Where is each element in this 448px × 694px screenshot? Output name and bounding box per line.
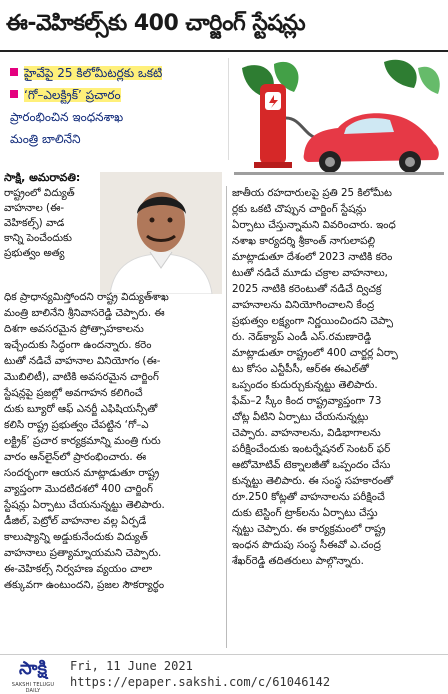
left-text-line: మంత్రి బాలినేని శ్రీనివాసరెడ్డి చెప్పారు. ఈ xyxy=(4,307,165,319)
left-text-line: వెహికల్స్‌) వాడ xyxy=(4,217,65,229)
subheads-box xyxy=(4,58,229,160)
right-text-line: మాట్లాడుతూ దేశంలో 2023 నాటికి కరెం xyxy=(232,251,393,263)
ev-charging-svg xyxy=(234,58,444,182)
left-text-line: స్టేషన్లపై ప్రజల్లో అవగాహన కలిగించే xyxy=(4,387,143,399)
right-text-line: చోట్ల వీటిని ఏర్పాటు చేయనున్నట్లు xyxy=(232,411,369,423)
right-text-line: న్నట్టు చెప్పారు. ఈ కార్యక్రమంలో రాష్ట్ర xyxy=(232,523,386,535)
left-text-line: మొబిలిటీ), వాటికి అవసరమైన చార్జింగ్ xyxy=(4,371,159,383)
left-text-line: కలిసి రాష్ట్ర ప్రభుత్వం చేపట్టిన ‘గో–ఎ xyxy=(4,419,149,431)
left-text-line: కాన్ని పెంచేందుకు xyxy=(4,232,72,244)
right-text-line: కున్నట్టు తెలిపారు. ఈ సంస్థ సహకారంతో xyxy=(232,475,394,487)
byline: సాక్షి, అమరావతి: xyxy=(4,171,81,184)
right-text-line: నశాఖ కార్యదర్శి శ్రీకాంత్ నాగులాపల్లి xyxy=(232,235,376,247)
right-text-line: టు కోసం ఎన్టీపీసీ, ఆర్‌ఈ ఈఎల్‌తో xyxy=(232,363,369,375)
ground-line xyxy=(234,172,444,175)
epaper-link[interactable]: https://epaper.sakshi.com/c/61046142 xyxy=(70,675,331,689)
right-text-line: ప్రభుత్వం లక్ష్యంగా నిర్ణయించిందని చెప్పా xyxy=(232,315,394,327)
right-text-line: ఆటోమోటివ్ టెక్నాలజీతో ఒప్పందం చేసు xyxy=(232,459,391,471)
right-text-line: పరీక్షించేందుకు ఇంటర్నేషనల్ సెంటర్ ఫర్ xyxy=(232,443,391,455)
right-text-line: టుతో నడిచే మూడు చక్రాల వాహనాలు, xyxy=(232,267,388,279)
right-text-line: ఏర్పాటు చేస్తున్నామని వివరించారు. ఇంధ xyxy=(232,219,396,231)
left-text-line: ఇచ్చేందుకు సిద్ధంగా ఉందన్నారు. కరెం xyxy=(4,339,152,351)
subhead-line-3: ప్రారంభించిన ఇంధనశాఖ xyxy=(10,110,124,124)
right-text-line: మాట్లాడుతూ రాష్ట్రంలో 400 చార్జర్ల ఏర్పా xyxy=(232,347,398,359)
left-text-line: వారం ఆన్‌లైన్‌లో ప్రారంభించారు. ఈ xyxy=(4,451,147,463)
left-text-line: వాహనాలు ప్రత్యామ్నాయమని చెప్పారు. xyxy=(4,547,162,559)
left-text-line: లక్ట్రిక్’ ప్రచార కార్యక్రమాన్ని మంత్రి గురు xyxy=(4,435,161,447)
bullet-icon xyxy=(10,90,18,98)
left-text-line: దిశగా అవసరమైన ప్రోత్సాహకాలను xyxy=(4,323,144,335)
portrait-svg xyxy=(100,172,222,294)
subhead-line-4: మంత్రి బాలినేని xyxy=(10,132,81,146)
subhead-line-2 xyxy=(10,86,121,104)
subhead-1-text: హైవేపై 25 కిలోమీటర్లకు ఒకటి xyxy=(24,66,163,80)
edition-date: Fri, 11 June 2021 xyxy=(70,659,193,673)
right-text-line: దుకు టెస్టింగ్ ట్రాక్‌లను ఏర్పాటు చేస్తు xyxy=(232,507,378,519)
left-text-line: డీజిల్, పెట్రోల్ వాహనాల వల్ల ఏర్పడే xyxy=(4,515,147,527)
left-text-line: వ్యాప్తంగా మొదటిదశలో 400 చార్జింగ్ xyxy=(4,483,153,495)
logo-text: సాక్షి xyxy=(19,658,47,679)
right-text-line: ఒప్పందం కుదుర్చుకున్నట్టు తెలిపారు. xyxy=(232,379,378,391)
column-divider xyxy=(226,186,227,648)
right-text-line: వాహనాలను వినియోగించాలని కేంద్ర xyxy=(232,299,375,311)
headline: ఈ-వెహికల్స్‌కు 400 చార్జింగ్ స్టేషన్లు xyxy=(6,11,306,36)
left-text-line: టుతో నడిచే వాహనాల వినియోగం (ఈ- xyxy=(4,355,161,367)
ev-charging-illustration xyxy=(234,58,444,182)
logo-subtext: SAKSHI TELUGU DAILY xyxy=(11,682,55,694)
left-text-line: ధిక ప్రాధాన్యమిస్తోందని రాష్ట్ర విద్యుత్‌శాఖ xyxy=(4,291,169,303)
sakshi-logo xyxy=(4,657,62,694)
left-text-line: సందర్భంగా ఆయన మాట్లాడుతూ రాష్ట్ర xyxy=(4,467,160,479)
right-text-line: రూ.250 కోట్లతో వాహనాలను పరీక్షించే xyxy=(232,491,385,503)
right-text-line: జాతీయ రహదారులపై ప్రతి 25 కిలోమీట xyxy=(232,187,392,199)
left-text-line: ఈ-వెహికల్స్‌ నిర్వహణ వ్యయం చాలా xyxy=(4,563,153,575)
right-text-line: రు. నెడ్‌క్యాప్ ఎండీ ఎస్.రమణారెడ్డి xyxy=(232,331,372,343)
right-text-line: ర్లకు ఒకటి చొప్పున చార్జింగ్ స్టేషన్లు xyxy=(232,203,367,215)
subhead-line-1 xyxy=(10,64,162,82)
subhead-2-text: ‘గో–ఎలక్ట్రిక్’ ప్రచారం xyxy=(24,88,121,102)
left-text-line: ప్రభుత్వం అత్య xyxy=(4,247,65,259)
car-icon xyxy=(304,113,439,173)
bullet-icon xyxy=(10,68,18,76)
right-text-line: 2025 నాటికి కరెంటుతో నడిచే ద్విచక్ర xyxy=(232,283,382,295)
right-text-line: ఫేమ్–2 స్కీం కింద రాష్ట్రవ్యాప్తంగా 73 xyxy=(232,395,382,407)
left-text-line: కాలుష్యాన్ని అడ్డుకునేందుకు విద్యుత్ xyxy=(4,531,148,543)
headline-divider xyxy=(0,50,448,52)
footer xyxy=(0,654,448,694)
left-text-line: వాహనాల (ఈ- xyxy=(4,202,65,214)
left-text-line: తక్కువగా ఉంటుందని, ప్రజల సౌకర్యార్థం xyxy=(4,579,165,591)
right-text-line: చెప్పారు. వాహనాలను, విడిభాగాలను xyxy=(232,427,381,439)
right-text-line: ఇంధన పొదుపు సంస్థ సీఈవో ఎ.చంద్ర xyxy=(232,539,381,551)
minister-portrait xyxy=(100,172,222,294)
right-text-line: శేఖర్‌రెడ్డి తదితరులు పాల్గొన్నారు. xyxy=(232,555,364,567)
left-text-line: రాష్ట్రంలో విద్యుత్ xyxy=(4,187,75,199)
left-text-line: దుకు బ్యూరో ఆఫ్ ఎనర్జీ ఎఫిషియన్సీతో xyxy=(4,403,158,415)
left-text-line: స్టేషన్లు ఏర్పాటు చేయనున్నట్టు తెలిపారు. xyxy=(4,499,165,511)
